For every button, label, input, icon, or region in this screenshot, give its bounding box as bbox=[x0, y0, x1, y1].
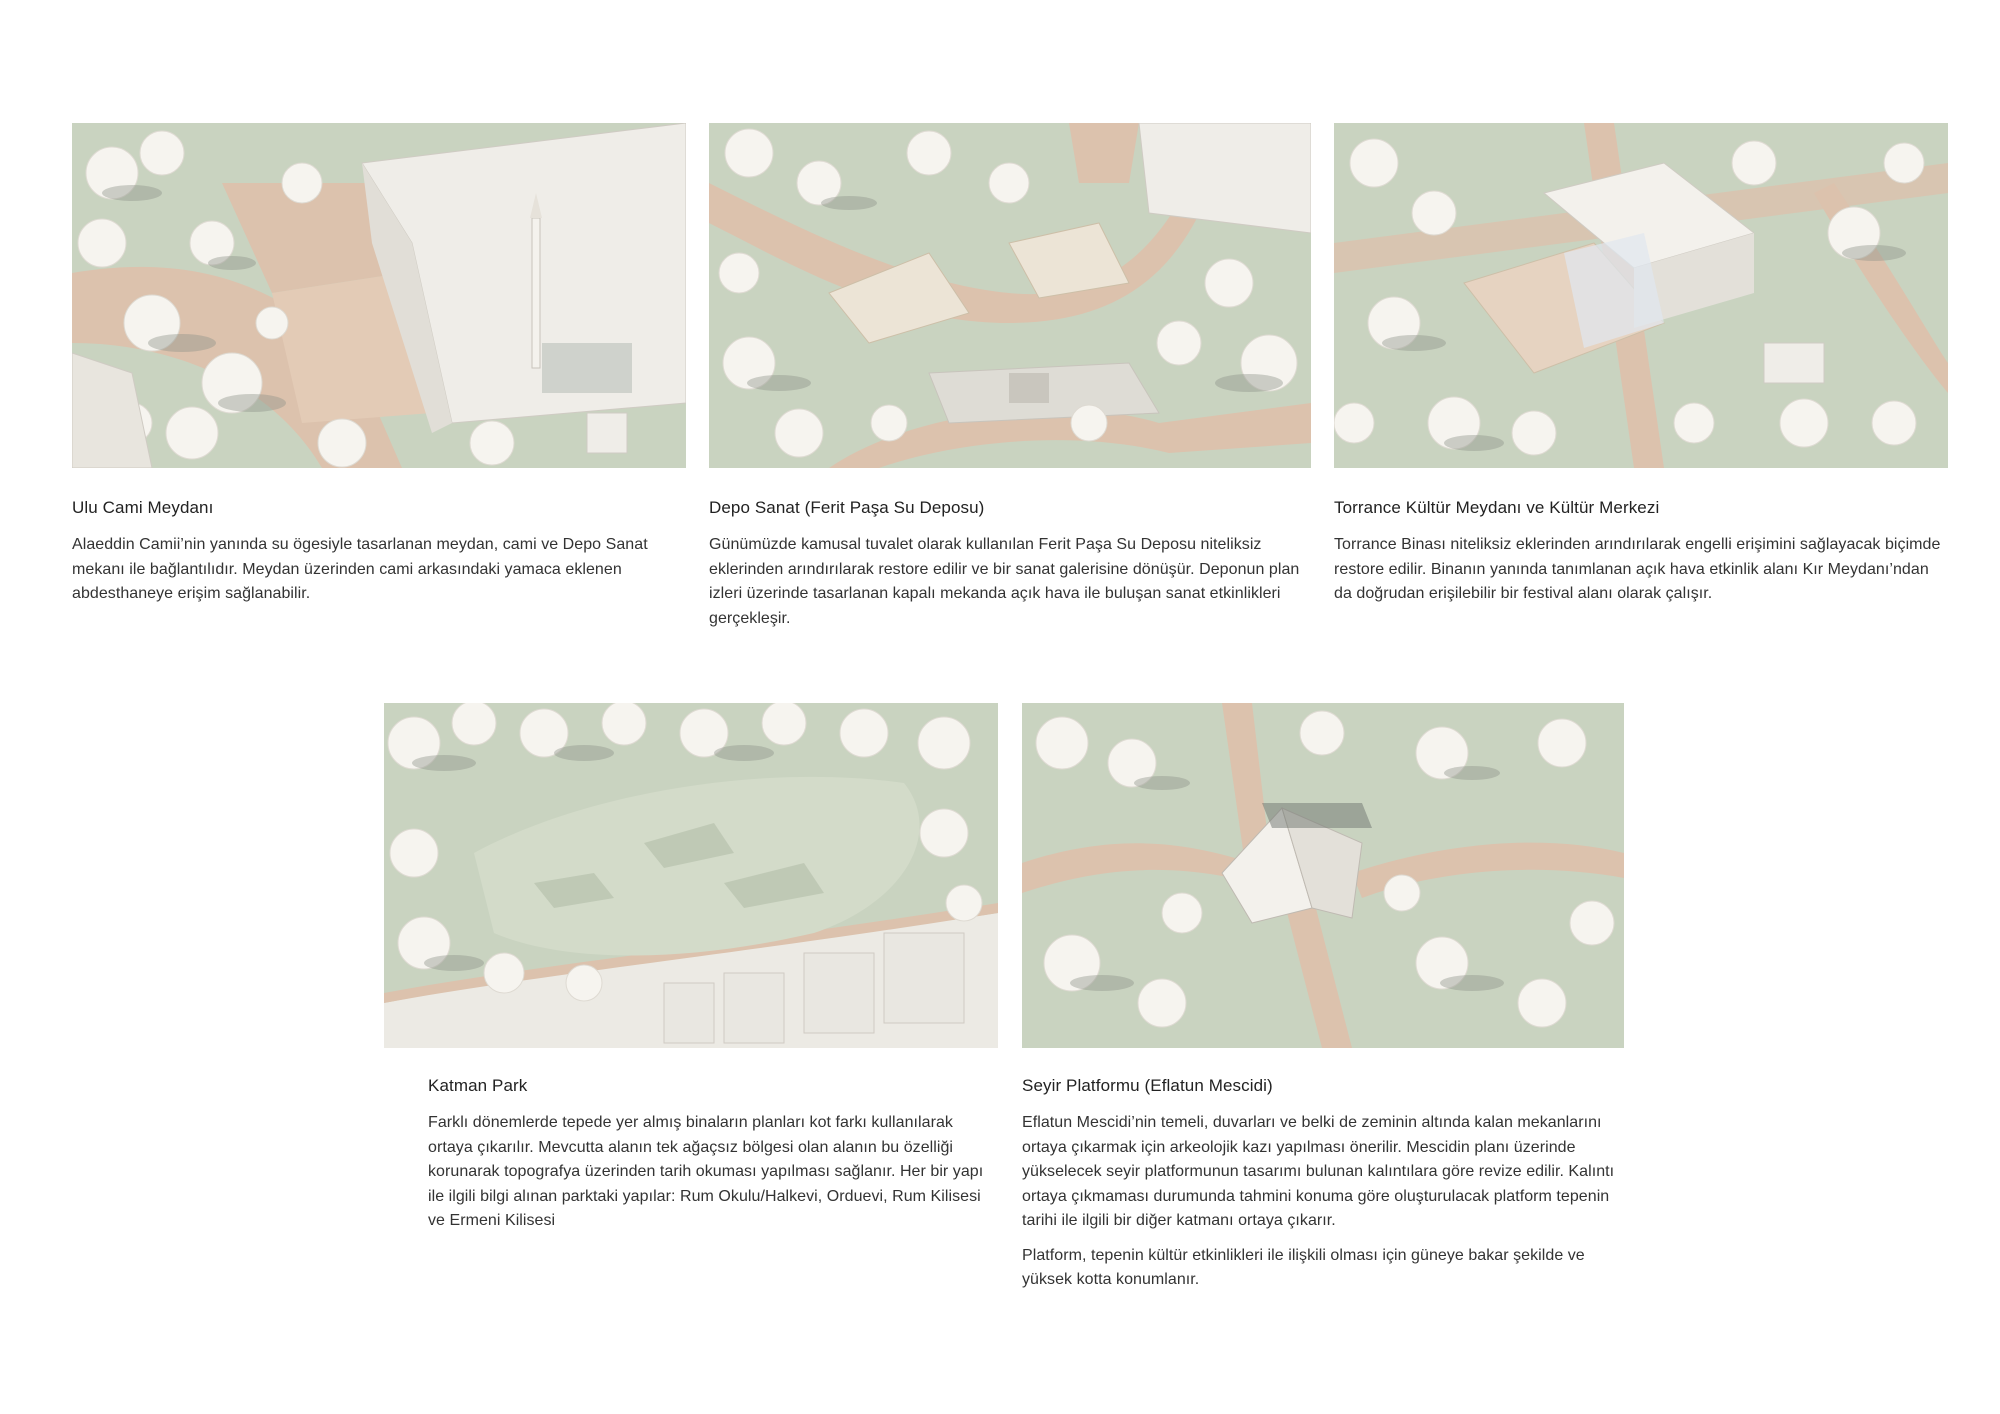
layered-park-illustration bbox=[384, 703, 998, 1048]
caption-katman-park bbox=[428, 1075, 998, 1244]
caption-seyir-platformu bbox=[1022, 1075, 1624, 1303]
culture-center-illustration bbox=[1334, 123, 1948, 468]
render-image-seyir-platformu bbox=[1022, 703, 1624, 1048]
caption-depo-sanat bbox=[709, 497, 1311, 641]
render-image-katman-park bbox=[384, 703, 998, 1048]
panel-description: Torrance Binası niteliksiz eklerinden arındırılarak engelli erişimini sağlayacak biçimde restore edilir. Binanın yanında tanımlanan açık hava etkinlik alanı Kır Meydanı’ndan da doğrudan erişilebilir bir festival alanı olarak çalışır. bbox=[1334, 536, 1941, 602]
panel-description: Eflatun Mescidi’nin temeli, duvarları ve belki de zeminin altında kalan mekanlarını ortaya çıkarmak için arkeolojik kazı yapılması önerilir. Mescidin planı üzerinde yükselecek seyir platformunun tasarımı bulunan kalıntılara göre revize edilir. Kalıntı ortaya çıkmaması durumunda tahmini konuma göre oluşturulacak platform tepenin tarihi ile ilgili bir diğer katmanı ortaya çıkarır. bbox=[1022, 1114, 1615, 1229]
panel-title: Depo Sanat (Ferit Paşa Su Deposu) bbox=[709, 498, 985, 517]
panel-description: Alaeddin Camii’nin yanında su ögesiyle tasarlanan meydan, cami ve Depo Sanat mekanı ile bağlantılıdır. Meydan üzerinden cami arkasındaki yamaca eklenen abdesthaneye erişim sağlanabilir. bbox=[72, 536, 648, 602]
mosque-square-illustration bbox=[72, 123, 686, 468]
caption-ulu-cami bbox=[72, 497, 686, 617]
panel-description: Günümüzde kamusal tuvalet olarak kullanılan Ferit Paşa Su Deposu niteliksiz eklerinden arındırılarak restore edilir ve bir sanat galerisine dönüşür. Deponun plan izleri üzerinde tasarlanan kapalı mekanda açık hava ile buluşan sanat etkinlikleri gerçekleşir. bbox=[709, 536, 1300, 627]
render-image-ulu-cami bbox=[72, 123, 686, 468]
panel-description-secondary: Platform, tepenin kültür etkinlikleri ile ilişkili olması için güneye bakar şekilde ve yüksek kotta konumlanır. bbox=[1022, 1246, 1585, 1288]
caption-torrance bbox=[1334, 497, 1948, 617]
panel-description: Farklı dönemlerde tepede yer almış binaların planları kot farkı kullanılarak ortaya çıkarılır. Mevcutta alanın tek ağaçsız bölgesi olan alanın bu özelliği korunarak topografya üzerinden tarih okuması yapılması sağlanır. Her bir yapı ile ilgili bilgi alınan parktaki yapılar: Rum Okulu/Halkevi, Orduevi, Rum Kilisesi ve Ermeni Kilisesi bbox=[428, 1114, 984, 1229]
viewing-platform-illustration bbox=[1022, 703, 1624, 1048]
panel-title: Ulu Cami Meydanı bbox=[72, 498, 214, 517]
panel-title: Seyir Platformu (Eflatun Mescidi) bbox=[1022, 1076, 1273, 1095]
render-image-torrance bbox=[1334, 123, 1948, 468]
render-image-depo-sanat bbox=[709, 123, 1311, 468]
panel-title: Torrance Kültür Meydanı ve Kültür Merkezi bbox=[1334, 498, 1660, 517]
art-depot-illustration bbox=[709, 123, 1311, 468]
panel-title: Katman Park bbox=[428, 1076, 528, 1095]
